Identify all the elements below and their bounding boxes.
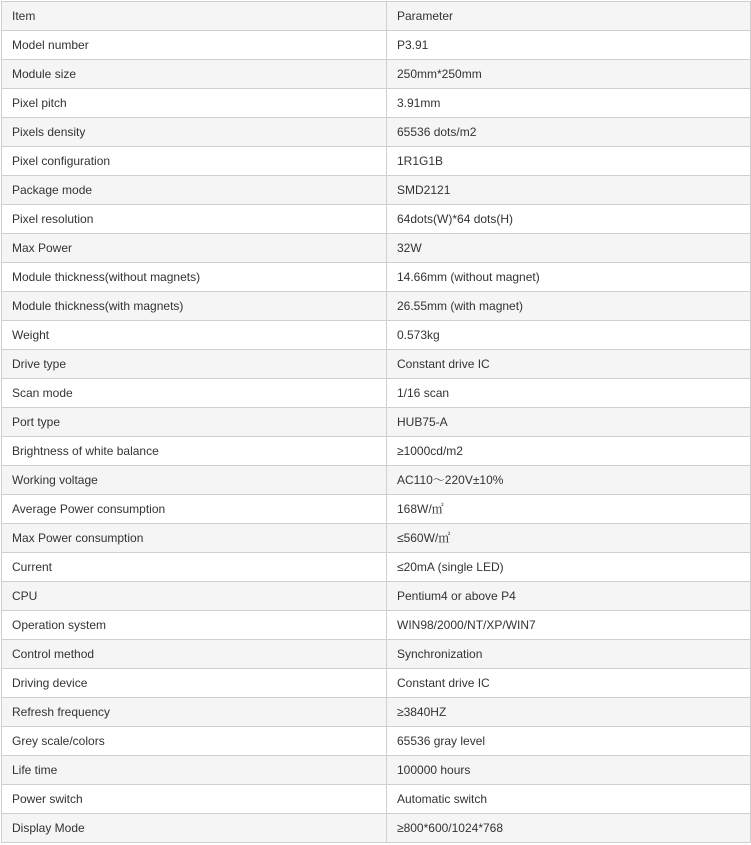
parameter-cell: 0.573kg: [387, 321, 751, 350]
parameter-cell: WIN98/2000/NT/XP/WIN7: [387, 611, 751, 640]
table-row: [2, 669, 751, 698]
table-row: [2, 698, 751, 727]
table-row: [2, 60, 751, 89]
table-row: [2, 89, 751, 118]
parameter-cell: 14.66mm (without magnet): [387, 263, 751, 292]
parameter-cell: ≤560W/㎡: [387, 524, 751, 553]
parameter-cell: 1R1G1B: [387, 147, 751, 176]
item-cell: Display Mode: [2, 814, 387, 843]
parameter-cell: 32W: [387, 234, 751, 263]
table-row: [2, 814, 751, 843]
parameter-cell: AC110～220V±10%: [387, 466, 751, 495]
parameter-cell: Pentium4 or above P4: [387, 582, 751, 611]
item-cell: Max Power consumption: [2, 524, 387, 553]
parameter-cell: 65536 dots/m2: [387, 118, 751, 147]
item-cell: Module thickness(without magnets): [2, 263, 387, 292]
parameter-cell: 64dots(W)*64 dots(H): [387, 205, 751, 234]
table-row: [2, 611, 751, 640]
item-cell: Control method: [2, 640, 387, 669]
table-row: [2, 205, 751, 234]
table-row: [2, 147, 751, 176]
table-row: [2, 234, 751, 263]
item-cell: Pixel resolution: [2, 205, 387, 234]
table-row: [2, 379, 751, 408]
parameter-cell: HUB75-A: [387, 408, 751, 437]
item-cell: Package mode: [2, 176, 387, 205]
table-header-row: [2, 2, 751, 31]
table-row: [2, 466, 751, 495]
parameter-cell: ≥3840HZ: [387, 698, 751, 727]
parameter-cell: Synchronization: [387, 640, 751, 669]
parameter-cell: Constant drive IC: [387, 669, 751, 698]
item-cell: Current: [2, 553, 387, 582]
table-row: [2, 553, 751, 582]
parameter-cell: ≤20mA (single LED): [387, 553, 751, 582]
table-row: [2, 31, 751, 60]
table-row: [2, 727, 751, 756]
item-cell: Working voltage: [2, 466, 387, 495]
item-cell: Pixels density: [2, 118, 387, 147]
item-cell: Power switch: [2, 785, 387, 814]
table-row: [2, 263, 751, 292]
item-cell: CPU: [2, 582, 387, 611]
item-cell: Grey scale/colors: [2, 727, 387, 756]
table-row: [2, 118, 751, 147]
item-cell: Scan mode: [2, 379, 387, 408]
table-row: [2, 524, 751, 553]
item-cell: Model number: [2, 31, 387, 60]
table-row: [2, 640, 751, 669]
parameter-cell: Constant drive IC: [387, 350, 751, 379]
item-cell: Brightness of white balance: [2, 437, 387, 466]
parameter-cell: ≥1000cd/m2: [387, 437, 751, 466]
table-row: [2, 292, 751, 321]
parameter-cell: 100000 hours: [387, 756, 751, 785]
header-parameter-cell: Parameter: [387, 2, 751, 31]
table-row: [2, 437, 751, 466]
item-cell: Port type: [2, 408, 387, 437]
item-cell: Max Power: [2, 234, 387, 263]
table-row: [2, 582, 751, 611]
specification-table: [1, 1, 751, 843]
parameter-cell: 3.91mm: [387, 89, 751, 118]
item-cell: Driving device: [2, 669, 387, 698]
parameter-cell: Automatic switch: [387, 785, 751, 814]
table-row: [2, 495, 751, 524]
table-row: [2, 408, 751, 437]
parameter-cell: 168W/㎡: [387, 495, 751, 524]
specification-table-body: [2, 2, 751, 843]
item-cell: Operation system: [2, 611, 387, 640]
table-row: [2, 176, 751, 205]
parameter-cell: 26.55mm (with magnet): [387, 292, 751, 321]
table-row: [2, 321, 751, 350]
item-cell: Pixel configuration: [2, 147, 387, 176]
item-cell: Pixel pitch: [2, 89, 387, 118]
item-cell: Weight: [2, 321, 387, 350]
header-item-cell: Item: [2, 2, 387, 31]
item-cell: Drive type: [2, 350, 387, 379]
item-cell: Average Power consumption: [2, 495, 387, 524]
table-row: [2, 350, 751, 379]
parameter-cell: 250mm*250mm: [387, 60, 751, 89]
parameter-cell: 65536 gray level: [387, 727, 751, 756]
parameter-cell: SMD2121: [387, 176, 751, 205]
item-cell: Module thickness(with magnets): [2, 292, 387, 321]
parameter-cell: 1/16 scan: [387, 379, 751, 408]
table-row: [2, 785, 751, 814]
item-cell: Module size: [2, 60, 387, 89]
item-cell: Life time: [2, 756, 387, 785]
item-cell: Refresh frequency: [2, 698, 387, 727]
parameter-cell: ≥800*600/1024*768: [387, 814, 751, 843]
table-row: [2, 756, 751, 785]
parameter-cell: P3.91: [387, 31, 751, 60]
